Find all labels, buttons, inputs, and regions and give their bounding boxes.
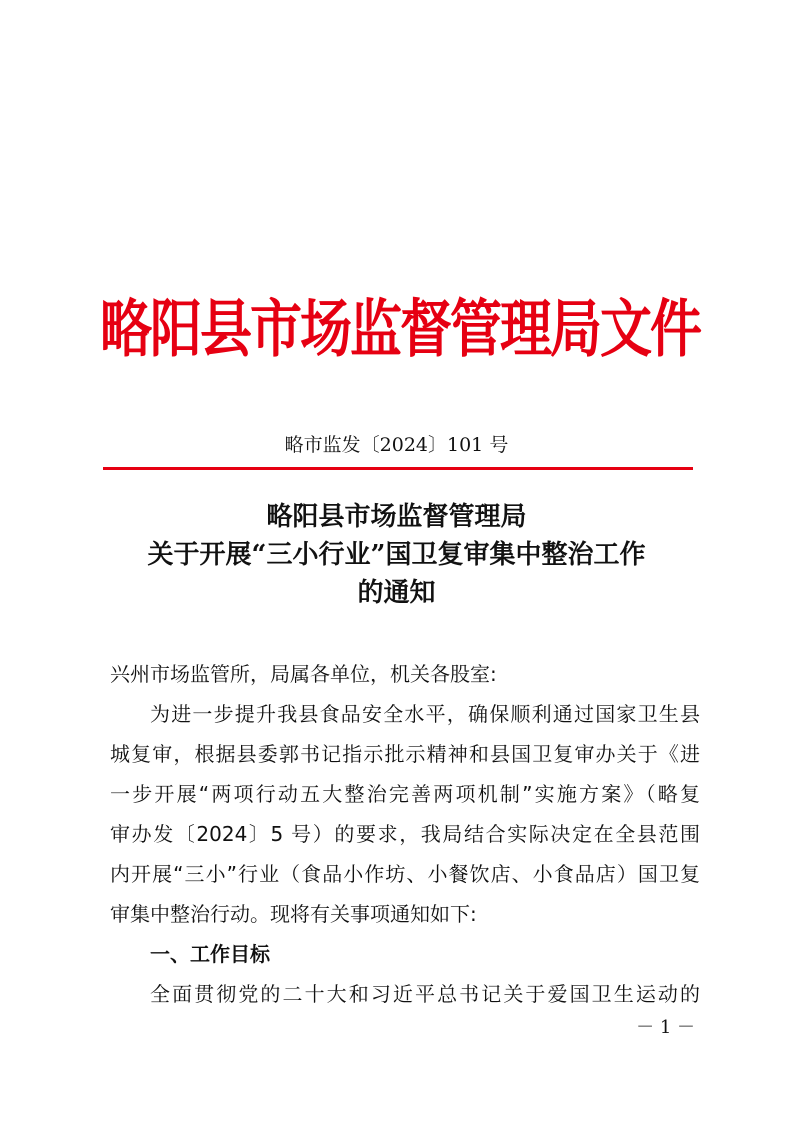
paragraph-line: 一步开展“两项行动五大整治完善两项机制”实施方案》（略复	[110, 782, 700, 806]
salutation: 兴州市场监管所，局属各单位，机关各股室:	[110, 662, 497, 686]
page-number: － 1 －	[636, 1017, 695, 1038]
paragraph-line: 内开展“三小”行业（食品小作坊、小餐饮店、小食品店）国卫复	[110, 862, 700, 886]
section-heading: 一、工作目标	[150, 942, 270, 966]
title-line-3: 的通知	[357, 578, 436, 608]
paragraph-line: 城复审，根据县委郭书记指示批示精神和县国卫复审办关于《进	[110, 742, 700, 766]
document-title	[100, 498, 693, 612]
paragraph-line: 审集中整治行动。现将有关事项通知如下:	[110, 902, 477, 926]
title-line-1: 略阳县市场监督管理局	[266, 502, 527, 532]
paragraph-line: 为进一步提升我县食品安全水平，确保顺利通过国家卫生县	[150, 702, 700, 726]
paragraph-line: 全面贯彻党的二十大和习近平总书记关于爱国卫生运动的	[150, 982, 700, 1006]
paragraph-line: 审办发〔2024〕5 号）的要求，我局结合实际决定在全县范围	[110, 822, 700, 846]
title-line-2: 关于开展“三小行业”国卫复审集中整治工作	[147, 540, 646, 570]
red-divider-line	[103, 467, 693, 470]
document-body	[110, 654, 700, 1014]
document-number: 略市监发〔2024〕101 号	[284, 434, 509, 456]
document-header-title: 略阳县市场监督管理局文件	[100, 294, 701, 366]
